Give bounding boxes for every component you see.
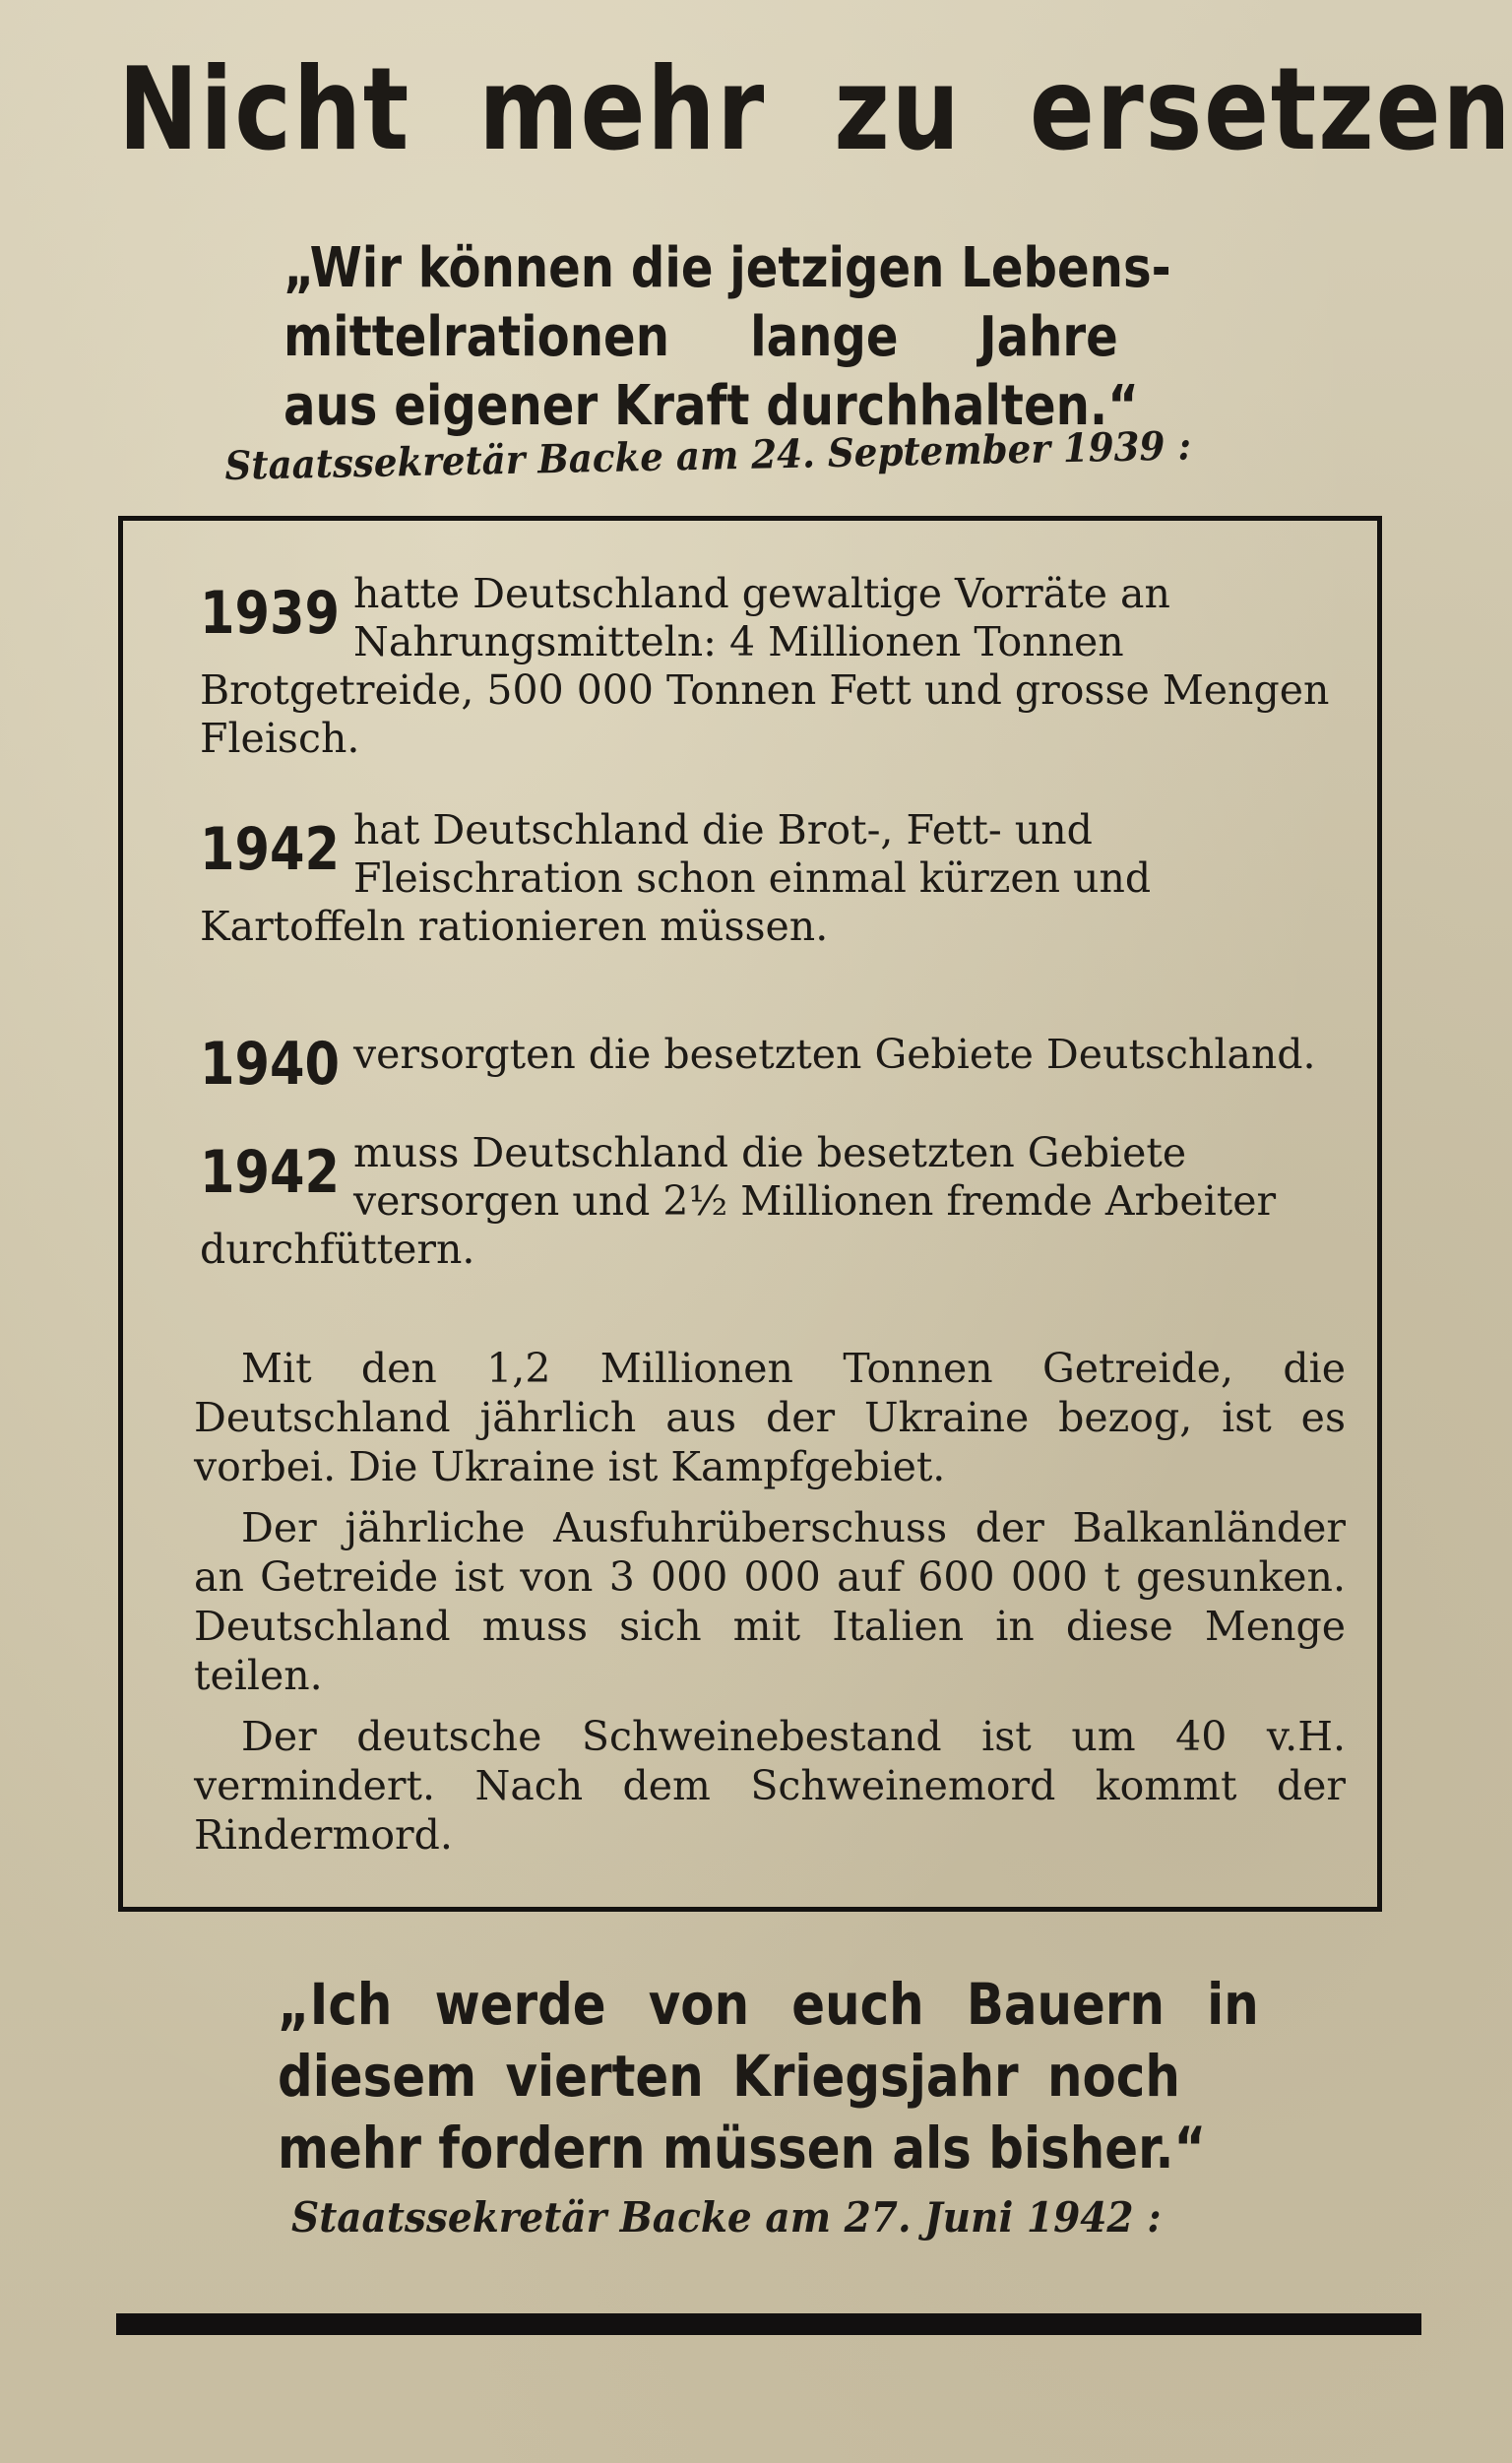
quote-line: „Ich werde von euch Bauern in — [278, 1971, 1259, 2038]
quote-1942 — [278, 1969, 1259, 2184]
fact-text: hatte Deutschland gewaltige Vorräte an Nahrungsmitteln: 4 Millionen Tonnen Brotgetreide, 500 000 Tonnen Fett und grosse Mengen Fleisch. — [200, 570, 1330, 762]
year-label: 1942 — [200, 815, 340, 884]
quote-1939 — [284, 234, 1171, 441]
year-label: 1942 — [200, 1138, 340, 1207]
quote-line: „Wir können die jetzigen Lebens- — [284, 236, 1171, 300]
fact-text: versorgten die besetzten Gebiete Deutschland. — [353, 1031, 1316, 1078]
fact-entry — [200, 806, 1342, 951]
year-label: 1939 — [200, 579, 340, 648]
quote-line: aus eigener Kraft durchhalten.“ — [284, 374, 1139, 438]
fact-entry — [200, 1021, 1342, 1100]
quote-line: mittelrationen lange Jahre — [284, 305, 1118, 369]
fact-entry — [200, 1129, 1342, 1274]
fact-text: hat Deutschland die Brot-, Fett- und Fleischration schon einmal kürzen und Kartoffeln rationieren müssen. — [200, 806, 1152, 950]
facts-box — [118, 516, 1382, 1912]
fact-text: muss Deutschland die besetzten Gebiete versorgen und 2½ Millionen fremde Arbeiter durchfüttern. — [200, 1129, 1277, 1273]
paragraph-ukraine: Mit den 1,2 Millionen Tonnen Getreide, die Deutschland jährlich aus der Ukraine bezog, ist es vorbei. Die Ukraine ist Kampfgebiet. — [194, 1345, 1346, 1490]
paragraph-livestock: Der deutsche Schweinebestand ist um 40 v.H. vermindert. Nach dem Schweinemord kommt der Rindermord. — [194, 1713, 1346, 1859]
quote-line: mehr fordern müssen als bisher.“ — [278, 2115, 1207, 2181]
quote-attribution-1939: Staatssekretär Backe am 24. September 1939 : — [224, 422, 1192, 489]
quote-attribution-1942: Staatssekretär Backe am 27. Juni 1942 : — [291, 2193, 1162, 2242]
fact-entry — [200, 570, 1342, 763]
quote-line: diesem vierten Kriegsjahr noch — [278, 2043, 1180, 2110]
page-title: Nicht mehr zu ersetzen — [118, 43, 1512, 176]
paragraph-balkan: Der jährliche Ausfuhrüberschuss der Balkanländer an Getreide ist von 3 000 000 auf 600 000 t gesunken. Deutschland muss sich mit Italien in diese Menge teilen. — [194, 1504, 1346, 1699]
year-label: 1940 — [200, 1030, 340, 1099]
bottom-divider — [116, 2313, 1421, 2335]
